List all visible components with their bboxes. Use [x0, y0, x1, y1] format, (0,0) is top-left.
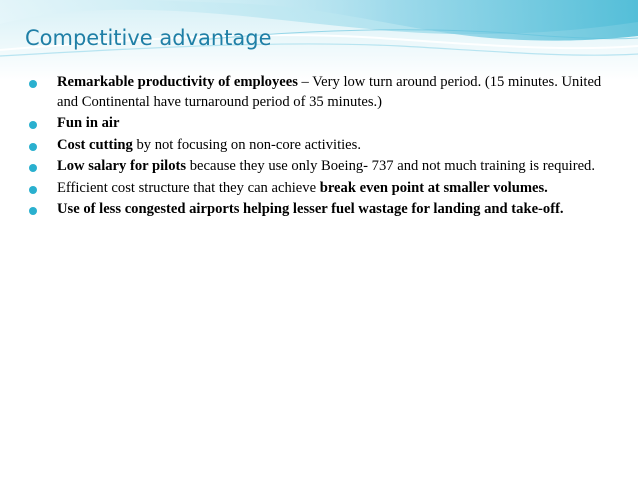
bullet-dot-icon — [29, 186, 37, 194]
bullet-text: Efficient cost structure that they can achieve — [57, 179, 320, 196]
bullet-bold-text: Low salary for pilots — [57, 158, 187, 174]
bullet-text: by not focusing on non-core activities. — [132, 136, 361, 153]
bullet-item — [27, 179, 607, 199]
bullet-dot-icon — [29, 121, 37, 129]
bullet-text: because they use only Boeing- 737 and not much training is required. — [186, 158, 595, 174]
bullet-item — [27, 73, 607, 112]
bullet-bold-text: Cost cutting — [57, 136, 133, 153]
bullet-bold-text: Use of less congested airports helping lesser fuel wastage for landing and take-off. — [57, 201, 564, 217]
slide-title: Competitive advantage — [25, 26, 272, 50]
bullet-item — [27, 136, 607, 156]
bullet-bold-text: Remarkable productivity of employees — [57, 74, 298, 90]
bullet-text: – Very low turn around period. (15 minutes. United and Continental have turnaround period of 35 minutes.) — [57, 74, 602, 110]
bullet-dot-icon — [29, 164, 37, 172]
bullet-dot-icon — [29, 143, 37, 151]
bullet-list — [27, 73, 607, 222]
bullet-dot-icon — [29, 207, 37, 215]
bullet-item — [27, 200, 607, 220]
bullet-item — [27, 114, 607, 134]
bullet-item — [27, 157, 607, 177]
bullet-dot-icon — [29, 80, 37, 88]
bullet-bold-text: break even point at smaller volumes. — [319, 179, 548, 196]
bullet-bold-text: Fun in air — [57, 115, 120, 131]
